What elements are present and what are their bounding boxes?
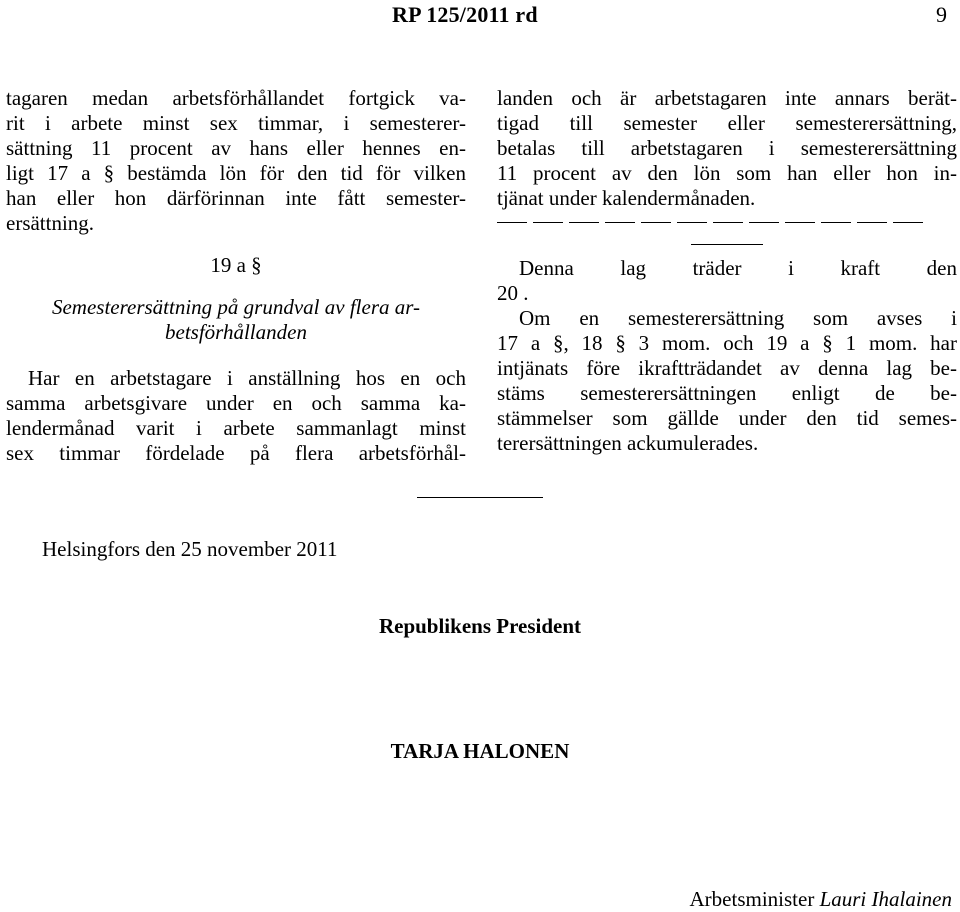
end-separator	[417, 497, 543, 498]
text-line: ersättning.	[6, 211, 95, 235]
dashed-separator	[497, 211, 957, 236]
text-line: 11 procent av den lön som han eller hon in-	[497, 161, 957, 185]
text-line: Har en arbetstagare i anställning hos en och	[28, 366, 466, 390]
left-column	[6, 86, 466, 466]
text-line: Om en semesterersättning som avses i	[519, 306, 957, 330]
text-line: han eller hon därförinnan inte fått semester-	[6, 186, 466, 210]
minister-name: Lauri Ihalainen	[819, 887, 952, 911]
text-line: intjänats före ikraftträdandet av denna lag be-	[497, 356, 957, 380]
entry-into-force-line: Denna lag träder i kraft den	[519, 256, 957, 280]
text-line: betalas till arbetstagaren i semesterersättning	[497, 136, 957, 160]
signatory-title: Republikens President	[378, 614, 582, 638]
text-line: landen och är arbetstagaren inte annars berät-	[497, 86, 957, 110]
section-title: Semesterersättning på grundval av flera ar-	[51, 295, 420, 319]
text-line: 17 a §, 18 § 3 mom. och 19 a § 1 mom. har	[497, 331, 957, 355]
text-line: sättning 11 procent av hans eller hennes en-	[6, 136, 466, 160]
text-line: lendermånad varit i arbete sammanlagt minst	[6, 416, 466, 440]
text-line: rit i arbete minst sex timmar, i semesterer-	[6, 111, 466, 135]
text-line: stämmelser som gällde under den tid semes-	[497, 406, 957, 430]
text-line: stäms semesterersättningen enligt de be-	[497, 381, 957, 405]
text-line: tagaren medan arbetsförhållandet fortgick va-	[6, 86, 466, 110]
text-line: sex timmar fördelade på flera arbetsförhål-	[6, 441, 466, 465]
place-date: Helsingfors den 25 november 2011	[42, 537, 338, 561]
text-line: samma arbetsgivare under en och samma ka-	[6, 391, 466, 415]
section-title: betsförhållanden	[165, 320, 307, 344]
right-column	[497, 86, 957, 456]
short-separator	[497, 236, 957, 256]
page-header	[0, 0, 960, 30]
entry-into-force-line: 20 .	[497, 281, 529, 305]
text-line: ligt 17 a § bestämda lön för den tid för vilken	[6, 161, 466, 185]
section-number: 19 a §	[210, 253, 262, 277]
minister-role: Arbetsminister	[689, 887, 815, 911]
document-reference: RP 125/2011 rd	[392, 2, 538, 27]
text-line: tigad till semester eller semesterersättning,	[497, 111, 957, 135]
text-line: tjänat under kalendermånaden.	[497, 186, 756, 210]
page-number: 9	[936, 2, 947, 27]
signatory-name: TARJA HALONEN	[390, 739, 570, 763]
text-line: terersättningen ackumulerades.	[497, 431, 759, 455]
minister-signature	[690, 887, 952, 912]
